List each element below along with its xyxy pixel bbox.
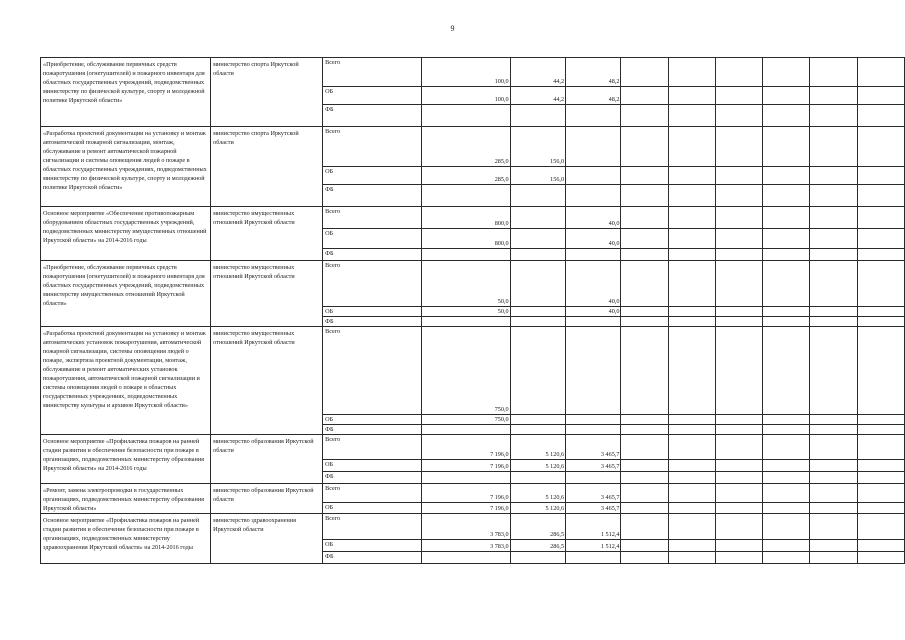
empty-cell bbox=[668, 484, 715, 503]
empty-cell bbox=[621, 415, 668, 425]
empty-cell bbox=[857, 207, 904, 229]
empty-cell bbox=[668, 261, 715, 307]
empty-cell bbox=[810, 127, 857, 167]
funding-value-1: 750,0 bbox=[421, 327, 510, 415]
empty-cell bbox=[763, 105, 810, 127]
empty-cell bbox=[857, 503, 904, 514]
empty-cell bbox=[621, 540, 668, 552]
empty-cell bbox=[715, 229, 762, 249]
measure-name: «Приобретение, обслуживание первичных средств пожаротушения (огнетушителей) и пожарного инвентаря для областных государственных учреждений, подведомственных министерству по физической культуре, спорту и молодежной политике Иркутской области» bbox=[41, 58, 211, 127]
empty-cell bbox=[621, 317, 668, 327]
budget-level: Всего bbox=[323, 261, 422, 307]
table-row bbox=[41, 327, 905, 415]
budget-level: ФБ bbox=[323, 472, 422, 484]
budget-level: ОБ bbox=[323, 503, 422, 514]
empty-cell bbox=[810, 261, 857, 307]
funding-value-1: 800,0 bbox=[421, 207, 510, 229]
empty-cell bbox=[763, 460, 810, 472]
empty-cell bbox=[857, 415, 904, 425]
empty-cell bbox=[621, 87, 668, 105]
responsible-ministry: министерство имущественных отношений Иркутской области bbox=[211, 261, 323, 327]
empty-cell bbox=[810, 58, 857, 87]
empty-cell bbox=[857, 317, 904, 327]
funding-value-2 bbox=[510, 261, 565, 307]
empty-cell bbox=[763, 503, 810, 514]
empty-cell bbox=[857, 435, 904, 460]
empty-cell bbox=[857, 105, 904, 127]
responsible-ministry: министерство спорта Иркутской области bbox=[211, 58, 323, 127]
funding-value-3 bbox=[566, 327, 621, 415]
funding-value-1: 285,0 bbox=[421, 167, 510, 185]
empty-cell bbox=[810, 484, 857, 503]
empty-cell bbox=[668, 105, 715, 127]
funding-value-1: 50,0 bbox=[421, 307, 510, 317]
funding-value-3 bbox=[566, 105, 621, 127]
funding-value-3 bbox=[566, 317, 621, 327]
empty-cell bbox=[810, 327, 857, 415]
funding-value-3 bbox=[566, 472, 621, 484]
empty-cell bbox=[621, 58, 668, 87]
funding-value-2: 286,5 bbox=[510, 540, 565, 552]
empty-cell bbox=[621, 185, 668, 207]
funding-value-3: 1 512,4 bbox=[566, 540, 621, 552]
measure-name: Основное мероприятие «Профилактика пожаров на ранней стадии развития и обеспечение безопасности при пожаре в организациях, подведомственных министерству образования Иркутской области» на 2014-2016 годы bbox=[41, 435, 211, 484]
empty-cell bbox=[668, 552, 715, 564]
empty-cell bbox=[715, 425, 762, 435]
empty-cell bbox=[763, 185, 810, 207]
empty-cell bbox=[763, 207, 810, 229]
funding-value-1 bbox=[421, 472, 510, 484]
empty-cell bbox=[668, 425, 715, 435]
empty-cell bbox=[668, 472, 715, 484]
funding-value-1 bbox=[421, 249, 510, 261]
empty-cell bbox=[857, 514, 904, 540]
empty-cell bbox=[857, 127, 904, 167]
funding-value-2: 156,0 bbox=[510, 167, 565, 185]
funding-value-1: 7 196,0 bbox=[421, 503, 510, 514]
empty-cell bbox=[763, 540, 810, 552]
empty-cell bbox=[857, 552, 904, 564]
funding-value-1: 800,0 bbox=[421, 229, 510, 249]
empty-cell bbox=[715, 415, 762, 425]
empty-cell bbox=[763, 552, 810, 564]
empty-cell bbox=[857, 58, 904, 87]
funding-value-3: 3 465,7 bbox=[566, 435, 621, 460]
empty-cell bbox=[715, 472, 762, 484]
program-table bbox=[40, 57, 905, 564]
empty-cell bbox=[715, 327, 762, 415]
funding-value-2 bbox=[510, 207, 565, 229]
empty-cell bbox=[715, 317, 762, 327]
funding-value-1: 7 196,0 bbox=[421, 484, 510, 503]
empty-cell bbox=[715, 435, 762, 460]
responsible-ministry: министерство имущественных отношений Иркутской области bbox=[211, 207, 323, 261]
empty-cell bbox=[857, 185, 904, 207]
empty-cell bbox=[715, 87, 762, 105]
empty-cell bbox=[810, 167, 857, 185]
funding-value-1 bbox=[421, 185, 510, 207]
empty-cell bbox=[715, 58, 762, 87]
funding-value-3: 40,0 bbox=[566, 229, 621, 249]
empty-cell bbox=[668, 207, 715, 229]
funding-value-3: 40,0 bbox=[566, 207, 621, 229]
responsible-ministry: министерство здравоохранения Иркутской области bbox=[211, 514, 323, 564]
empty-cell bbox=[715, 185, 762, 207]
funding-value-3 bbox=[566, 167, 621, 185]
funding-value-2: 44,2 bbox=[510, 58, 565, 87]
funding-value-1 bbox=[421, 105, 510, 127]
empty-cell bbox=[810, 185, 857, 207]
empty-cell bbox=[763, 472, 810, 484]
empty-cell bbox=[668, 460, 715, 472]
empty-cell bbox=[810, 435, 857, 460]
empty-cell bbox=[668, 127, 715, 167]
funding-value-2: 44,2 bbox=[510, 87, 565, 105]
empty-cell bbox=[857, 167, 904, 185]
funding-value-2 bbox=[510, 249, 565, 261]
empty-cell bbox=[621, 307, 668, 317]
budget-level: ОБ bbox=[323, 415, 422, 425]
empty-cell bbox=[763, 514, 810, 540]
budget-level: ФБ bbox=[323, 249, 422, 261]
funding-value-1: 50,0 bbox=[421, 261, 510, 307]
empty-cell bbox=[810, 552, 857, 564]
empty-cell bbox=[621, 552, 668, 564]
empty-cell bbox=[763, 307, 810, 317]
funding-value-3: 48,2 bbox=[566, 58, 621, 87]
empty-cell bbox=[715, 105, 762, 127]
empty-cell bbox=[668, 249, 715, 261]
funding-value-3: 3 465,7 bbox=[566, 460, 621, 472]
responsible-ministry: министерство образования Иркутской области bbox=[211, 435, 323, 484]
funding-value-1 bbox=[421, 425, 510, 435]
funding-value-1: 7 196,0 bbox=[421, 435, 510, 460]
funding-value-1 bbox=[421, 317, 510, 327]
budget-level: ФБ bbox=[323, 185, 422, 207]
empty-cell bbox=[857, 540, 904, 552]
empty-cell bbox=[668, 415, 715, 425]
budget-level: ОБ bbox=[323, 229, 422, 249]
empty-cell bbox=[810, 540, 857, 552]
empty-cell bbox=[668, 58, 715, 87]
empty-cell bbox=[715, 261, 762, 307]
empty-cell bbox=[715, 167, 762, 185]
empty-cell bbox=[810, 415, 857, 425]
empty-cell bbox=[810, 472, 857, 484]
empty-cell bbox=[857, 425, 904, 435]
empty-cell bbox=[621, 460, 668, 472]
funding-value-2 bbox=[510, 425, 565, 435]
empty-cell bbox=[715, 484, 762, 503]
empty-cell bbox=[668, 514, 715, 540]
empty-cell bbox=[810, 87, 857, 105]
table-row bbox=[41, 58, 905, 87]
table-row bbox=[41, 484, 905, 503]
measure-name: «Разработка проектной документации на установку и монтаж автоматической пожарной сигнализации, монтаж, обслуживание и ремонт автоматической пожарной сигнализации и системы оповещения людей о пожаре в областных государственных учреждениях, подведомственных министерству по физической культуре, спорту и молодежной политике Иркутской области» bbox=[41, 127, 211, 207]
empty-cell bbox=[763, 261, 810, 307]
empty-cell bbox=[810, 307, 857, 317]
measure-name: Основное мероприятие «Профилактика пожаров на ранней стадии развития и обеспечение безопасности при пожаре в организациях, подведомственных министерству здравоохранения Иркутской области» на 2014-2016 годы bbox=[41, 514, 211, 564]
table-row bbox=[41, 514, 905, 540]
empty-cell bbox=[810, 249, 857, 261]
funding-value-3 bbox=[566, 415, 621, 425]
empty-cell bbox=[621, 207, 668, 229]
funding-value-3: 40,0 bbox=[566, 307, 621, 317]
budget-level: ФБ bbox=[323, 425, 422, 435]
empty-cell bbox=[668, 540, 715, 552]
funding-value-2: 286,5 bbox=[510, 514, 565, 540]
budget-level: ОБ bbox=[323, 87, 422, 105]
funding-value-2 bbox=[510, 307, 565, 317]
empty-cell bbox=[763, 484, 810, 503]
empty-cell bbox=[715, 307, 762, 317]
empty-cell bbox=[857, 472, 904, 484]
empty-cell bbox=[810, 317, 857, 327]
funding-value-3: 40,0 bbox=[566, 261, 621, 307]
budget-level: Всего bbox=[323, 127, 422, 167]
funding-value-2 bbox=[510, 185, 565, 207]
funding-value-3 bbox=[566, 249, 621, 261]
empty-cell bbox=[857, 229, 904, 249]
empty-cell bbox=[810, 460, 857, 472]
empty-cell bbox=[715, 127, 762, 167]
funding-value-2 bbox=[510, 415, 565, 425]
empty-cell bbox=[668, 503, 715, 514]
measure-name: «Разработка проектной документации на установку и монтаж автоматических установок пожаротушения, автоматической пожарной сигнализации, системы оповещения людей о пожаре, экспертиза проектной документации, монтаж, обслуживание и ремонт автоматических установок пожаротушения, автоматической пожарной сигнализации и системы оповещения людей о пожаре в областных государственных учреждениях, подведомственных министерству культуры и архивов Иркутской области» bbox=[41, 327, 211, 435]
empty-cell bbox=[715, 249, 762, 261]
funding-value-1: 285,0 bbox=[421, 127, 510, 167]
measure-name: «Приобретение, обслуживание первичных средств пожаротушения (огнетушителей) и пожарного инвентаря для областных государственных учреждений, подведомственных министерству имущественных отношений Иркутской области» bbox=[41, 261, 211, 327]
funding-value-2 bbox=[510, 552, 565, 564]
funding-value-2 bbox=[510, 105, 565, 127]
table-row bbox=[41, 435, 905, 460]
empty-cell bbox=[621, 472, 668, 484]
empty-cell bbox=[621, 229, 668, 249]
funding-value-1 bbox=[421, 552, 510, 564]
funding-value-3: 3 465,7 bbox=[566, 484, 621, 503]
budget-level: Всего bbox=[323, 484, 422, 503]
budget-level: ФБ bbox=[323, 317, 422, 327]
empty-cell bbox=[763, 327, 810, 415]
empty-cell bbox=[810, 207, 857, 229]
table-row bbox=[41, 207, 905, 229]
budget-level: ОБ bbox=[323, 167, 422, 185]
empty-cell bbox=[621, 327, 668, 415]
empty-cell bbox=[763, 58, 810, 87]
funding-value-1: 750,0 bbox=[421, 415, 510, 425]
empty-cell bbox=[621, 127, 668, 167]
empty-cell bbox=[621, 435, 668, 460]
empty-cell bbox=[763, 425, 810, 435]
empty-cell bbox=[763, 127, 810, 167]
empty-cell bbox=[810, 425, 857, 435]
table-row bbox=[41, 261, 905, 307]
funding-value-2: 5 120,6 bbox=[510, 503, 565, 514]
empty-cell bbox=[621, 425, 668, 435]
empty-cell bbox=[668, 167, 715, 185]
empty-cell bbox=[621, 167, 668, 185]
funding-value-2 bbox=[510, 472, 565, 484]
funding-value-3: 3 465,7 bbox=[566, 503, 621, 514]
empty-cell bbox=[621, 105, 668, 127]
measure-name: Основное мероприятие «Обеспечение противопожарным оборудованием областных государственных учреждений, подведомственных министерству имущественных отношений Иркутской области» на 2014-2016 годы bbox=[41, 207, 211, 261]
empty-cell bbox=[668, 87, 715, 105]
empty-cell bbox=[857, 307, 904, 317]
empty-cell bbox=[857, 327, 904, 415]
budget-level: ОБ bbox=[323, 307, 422, 317]
budget-level: ОБ bbox=[323, 540, 422, 552]
responsible-ministry: министерство спорта Иркутской области bbox=[211, 127, 323, 207]
funding-value-3: 48,2 bbox=[566, 87, 621, 105]
empty-cell bbox=[810, 503, 857, 514]
empty-cell bbox=[621, 261, 668, 307]
empty-cell bbox=[763, 167, 810, 185]
empty-cell bbox=[763, 87, 810, 105]
funding-value-1: 7 196,0 bbox=[421, 460, 510, 472]
funding-value-2 bbox=[510, 229, 565, 249]
funding-value-3: 1 512,4 bbox=[566, 514, 621, 540]
empty-cell bbox=[621, 484, 668, 503]
empty-cell bbox=[763, 415, 810, 425]
empty-cell bbox=[857, 249, 904, 261]
funding-value-2 bbox=[510, 327, 565, 415]
empty-cell bbox=[621, 249, 668, 261]
page-number: 9 bbox=[450, 24, 455, 33]
empty-cell bbox=[668, 307, 715, 317]
empty-cell bbox=[715, 552, 762, 564]
funding-value-1: 100,0 bbox=[421, 58, 510, 87]
budget-level: ФБ bbox=[323, 552, 422, 564]
budget-level: Всего bbox=[323, 514, 422, 540]
funding-value-3 bbox=[566, 185, 621, 207]
funding-value-3 bbox=[566, 552, 621, 564]
funding-value-1: 3 783,0 bbox=[421, 514, 510, 540]
empty-cell bbox=[715, 540, 762, 552]
budget-level: Всего bbox=[323, 207, 422, 229]
funding-value-3 bbox=[566, 425, 621, 435]
empty-cell bbox=[668, 317, 715, 327]
budget-level: Всего bbox=[323, 327, 422, 415]
empty-cell bbox=[810, 229, 857, 249]
measure-name: «Ремонт, замена электропроводки в государственных организациях, подведомственных министерству образования Иркутской области» bbox=[41, 484, 211, 514]
empty-cell bbox=[763, 317, 810, 327]
funding-value-2: 5 120,6 bbox=[510, 460, 565, 472]
empty-cell bbox=[715, 460, 762, 472]
empty-cell bbox=[810, 514, 857, 540]
empty-cell bbox=[621, 503, 668, 514]
budget-level: Всего bbox=[323, 58, 422, 87]
funding-value-1: 3 783,0 bbox=[421, 540, 510, 552]
funding-value-2: 156,0 bbox=[510, 127, 565, 167]
funding-value-2: 5 120,6 bbox=[510, 484, 565, 503]
funding-value-3 bbox=[566, 127, 621, 167]
budget-level: ФБ bbox=[323, 105, 422, 127]
empty-cell bbox=[763, 229, 810, 249]
empty-cell bbox=[715, 503, 762, 514]
responsible-ministry: министерство имущественных отношений Иркутской области bbox=[211, 327, 323, 435]
budget-level: Всего bbox=[323, 435, 422, 460]
empty-cell bbox=[857, 261, 904, 307]
empty-cell bbox=[668, 185, 715, 207]
budget-level: ОБ bbox=[323, 460, 422, 472]
table-row bbox=[41, 127, 905, 167]
funding-value-2 bbox=[510, 317, 565, 327]
responsible-ministry: министерство образования Иркутской области bbox=[211, 484, 323, 514]
empty-cell bbox=[621, 514, 668, 540]
empty-cell bbox=[668, 327, 715, 415]
empty-cell bbox=[857, 87, 904, 105]
empty-cell bbox=[857, 460, 904, 472]
empty-cell bbox=[715, 514, 762, 540]
empty-cell bbox=[857, 484, 904, 503]
funding-value-1: 100,0 bbox=[421, 87, 510, 105]
empty-cell bbox=[668, 229, 715, 249]
empty-cell bbox=[715, 207, 762, 229]
empty-cell bbox=[763, 435, 810, 460]
empty-cell bbox=[668, 435, 715, 460]
empty-cell bbox=[763, 249, 810, 261]
funding-value-2: 5 120,6 bbox=[510, 435, 565, 460]
empty-cell bbox=[810, 105, 857, 127]
